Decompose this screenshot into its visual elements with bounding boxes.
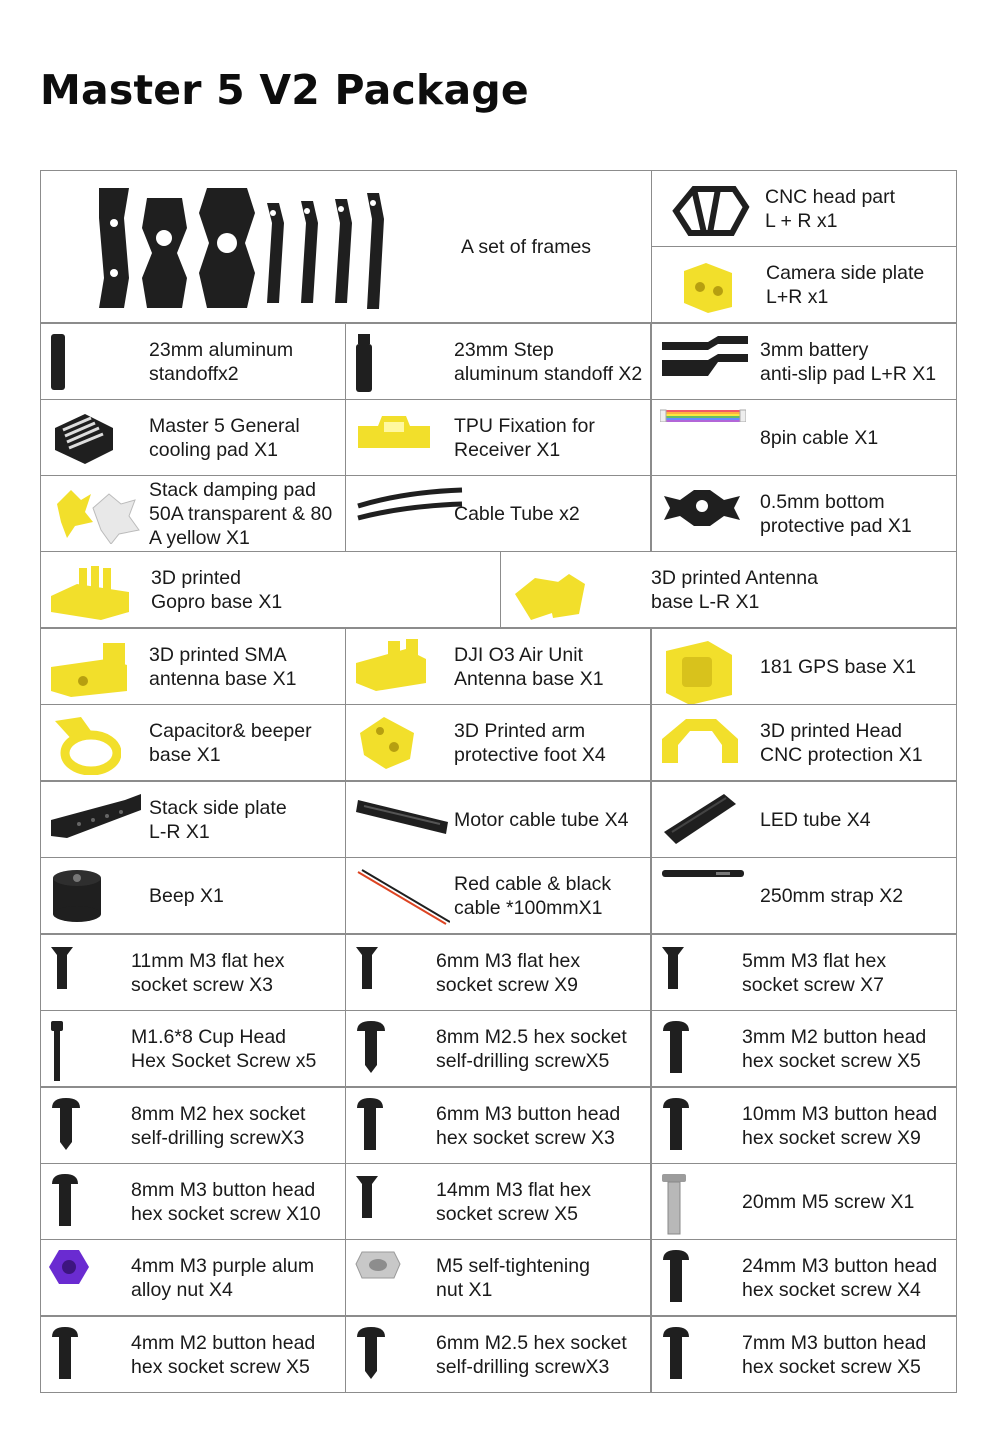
package-item: [40, 475, 346, 552]
package-item-label: 23mm Step aluminum standoff X2: [454, 338, 643, 385]
sma-base-icon: [49, 637, 129, 704]
package-item: [40, 934, 346, 1011]
bottom-pad-icon: [660, 484, 744, 533]
package-item-label: Capacitor& beeper base X1: [149, 719, 312, 766]
o3-antenna-base-icon: [354, 637, 428, 698]
package-item-label: 8pin cable X1: [760, 426, 879, 449]
package-item: [40, 628, 346, 705]
package-item: [651, 1087, 957, 1164]
package-item-label: DJI O3 Air Unit Antenna base X1: [454, 643, 604, 690]
package-item: [40, 1087, 346, 1164]
package-item-label: 8mm M2 hex socket self-drilling screwX3: [131, 1102, 306, 1149]
button-screw-icon: [49, 1325, 81, 1386]
package-item-label: Motor cable tube X4: [454, 808, 629, 831]
package-item-label: 20mm M5 screw X1: [742, 1190, 915, 1213]
package-item-label: A set of frames: [461, 235, 592, 258]
cooling-pad-icon: [49, 408, 119, 475]
package-item: [345, 1239, 651, 1316]
button-screw-icon: [354, 1096, 386, 1157]
package-item-label: 6mm M2.5 hex socket self-drilling screwX3: [436, 1331, 627, 1378]
motor-cable-tube-icon: [354, 790, 452, 845]
button-screw-icon: [660, 1096, 692, 1157]
frame-set-icon: [89, 183, 389, 318]
package-item-label: 6mm M3 button head hex socket screw X3: [436, 1102, 621, 1149]
button-screw-icon: [49, 1172, 81, 1233]
package-item: [345, 781, 651, 858]
package-item-label: TPU Fixation for Receiver X1: [454, 414, 595, 461]
package-item-label: 181 GPS base X1: [760, 655, 917, 678]
package-item-label: 11mm M3 flat hex socket screw X3: [131, 949, 285, 996]
package-item-label: Stack damping pad 50A transparent & 80 A yellow X1: [149, 478, 333, 549]
package-item: [651, 246, 957, 323]
package-item-label: Red cable & black cable *100mmX1: [454, 872, 612, 919]
package-item-label: Stack side plate L-R X1: [149, 796, 287, 843]
head-protection-icon: [660, 713, 740, 772]
package-item: [651, 1316, 957, 1393]
page-title: Master 5 V2 Package: [40, 66, 529, 114]
package-item: [651, 857, 957, 934]
ribbon-cable-icon: [660, 408, 746, 427]
package-item: [40, 170, 652, 323]
package-item: [345, 857, 651, 934]
package-item-label: 3D Printed arm protective foot X4: [454, 719, 606, 766]
strap-icon: [660, 866, 746, 884]
package-item-label: 4mm M3 purple alum alloy nut X4: [131, 1254, 315, 1301]
package-item: [651, 475, 957, 552]
package-item-label: 4mm M2 button head hex socket screw X5: [131, 1331, 316, 1378]
cup-head-screw-icon: [49, 1019, 65, 1088]
button-screw-icon: [660, 1248, 692, 1309]
flat-screw-icon: [354, 1172, 380, 1227]
red-black-cable-icon: [354, 866, 450, 935]
package-item: [40, 1239, 346, 1316]
package-item: [345, 934, 651, 1011]
package-item-label: Master 5 General cooling pad X1: [149, 414, 300, 461]
package-item-label: Beep X1: [149, 884, 224, 907]
package-item: [651, 1010, 957, 1087]
package-item: [345, 628, 651, 705]
capacitor-base-icon: [49, 713, 121, 780]
package-item-label: Camera side plate L+R x1: [766, 261, 925, 308]
package-item: [651, 399, 957, 476]
camera-side-plate-icon: [678, 257, 738, 322]
package-item: [651, 628, 957, 705]
package-item: [345, 323, 651, 400]
self-drilling-screw-icon: [354, 1325, 388, 1386]
beeper-icon: [49, 866, 105, 927]
aluminum-standoff-icon: [49, 332, 67, 397]
package-item-label: 8mm M2.5 hex socket self-drilling screwX5: [436, 1025, 627, 1072]
package-item: [651, 1163, 957, 1240]
cable-tube-icon: [354, 484, 466, 529]
package-item: [40, 781, 346, 858]
package-item-label: 0.5mm bottom protective pad X1: [760, 490, 912, 537]
package-item: [345, 704, 651, 781]
package-item: [345, 399, 651, 476]
cnc-head-part-icon: [668, 181, 752, 246]
package-item-label: 5mm M3 flat hex socket screw X7: [742, 949, 887, 996]
package-item: [40, 1163, 346, 1240]
package-item-label: 7mm M3 button head hex socket screw X5: [742, 1331, 927, 1378]
package-item-label: 3D printed Antenna base L-R X1: [651, 566, 818, 613]
package-item: [40, 323, 346, 400]
battery-pad-icon: [660, 332, 752, 381]
self-drilling-screw-icon: [49, 1096, 83, 1157]
package-item: [651, 170, 957, 247]
package-item: [40, 551, 501, 628]
package-item-label: 3D printed SMA antenna base X1: [149, 643, 297, 690]
package-item-label: M5 self-tightening nut X1: [436, 1254, 590, 1301]
package-item: [651, 781, 957, 858]
package-item-label: 14mm M3 flat hex socket screw X5: [436, 1178, 591, 1225]
flat-screw-icon: [354, 943, 380, 998]
damping-pad-icon: [49, 484, 145, 549]
package-item: [500, 551, 957, 628]
package-item: [651, 934, 957, 1011]
package-item: [40, 704, 346, 781]
package-item-label: 3D printed Head CNC protection X1: [760, 719, 923, 766]
package-item-label: 3mm M2 button head hex socket screw X5: [742, 1025, 927, 1072]
package-item-label: 250mm strap X2: [760, 884, 904, 907]
package-item: [345, 475, 651, 552]
package-item: [651, 704, 957, 781]
silver-screw-icon: [660, 1172, 688, 1241]
package-item-label: 6mm M3 flat hex socket screw X9: [436, 949, 581, 996]
package-item: [345, 1163, 651, 1240]
package-item: [345, 1316, 651, 1393]
package-item: [651, 1239, 957, 1316]
package-contents-grid: [40, 170, 957, 1392]
package-item-label: LED tube X4: [760, 808, 871, 831]
gps-base-icon: [660, 637, 736, 712]
package-item-label: M1.6*8 Cup Head Hex Socket Screw x5: [131, 1025, 317, 1072]
package-item-label: 24mm M3 button head hex socket screw X4: [742, 1254, 938, 1301]
package-item-label: 10mm M3 button head hex socket screw X9: [742, 1102, 938, 1149]
package-item-label: 3D printed Gopro base X1: [151, 566, 283, 613]
flat-screw-icon: [660, 943, 686, 998]
button-screw-icon: [660, 1019, 692, 1080]
led-tube-icon: [660, 790, 740, 855]
package-item-label: 8mm M3 button head hex socket screw X10: [131, 1178, 321, 1225]
lock-nut-icon: [354, 1248, 402, 1287]
package-item: [651, 323, 957, 400]
package-item: [40, 1316, 346, 1393]
receiver-mount-icon: [354, 408, 434, 457]
gopro-base-icon: [49, 560, 133, 627]
self-drilling-screw-icon: [354, 1019, 388, 1080]
arm-foot-icon: [354, 713, 420, 776]
package-item-label: CNC head part L + R x1: [765, 185, 896, 232]
flat-screw-icon: [49, 943, 75, 998]
package-item-label: 3mm battery anti-slip pad L+R X1: [760, 338, 937, 385]
stack-side-plate-icon: [49, 790, 145, 847]
purple-nut-icon: [49, 1248, 89, 1291]
button-screw-icon: [660, 1325, 692, 1386]
package-item: [40, 857, 346, 934]
step-standoff-icon: [354, 332, 374, 399]
package-item: [345, 1087, 651, 1164]
package-item-label: Cable Tube x2: [454, 502, 580, 525]
package-item: [40, 1010, 346, 1087]
package-item: [345, 1010, 651, 1087]
antenna-base-icon: [513, 566, 587, 631]
package-item: [40, 399, 346, 476]
package-item-label: 23mm aluminum standoffx2: [149, 338, 294, 385]
